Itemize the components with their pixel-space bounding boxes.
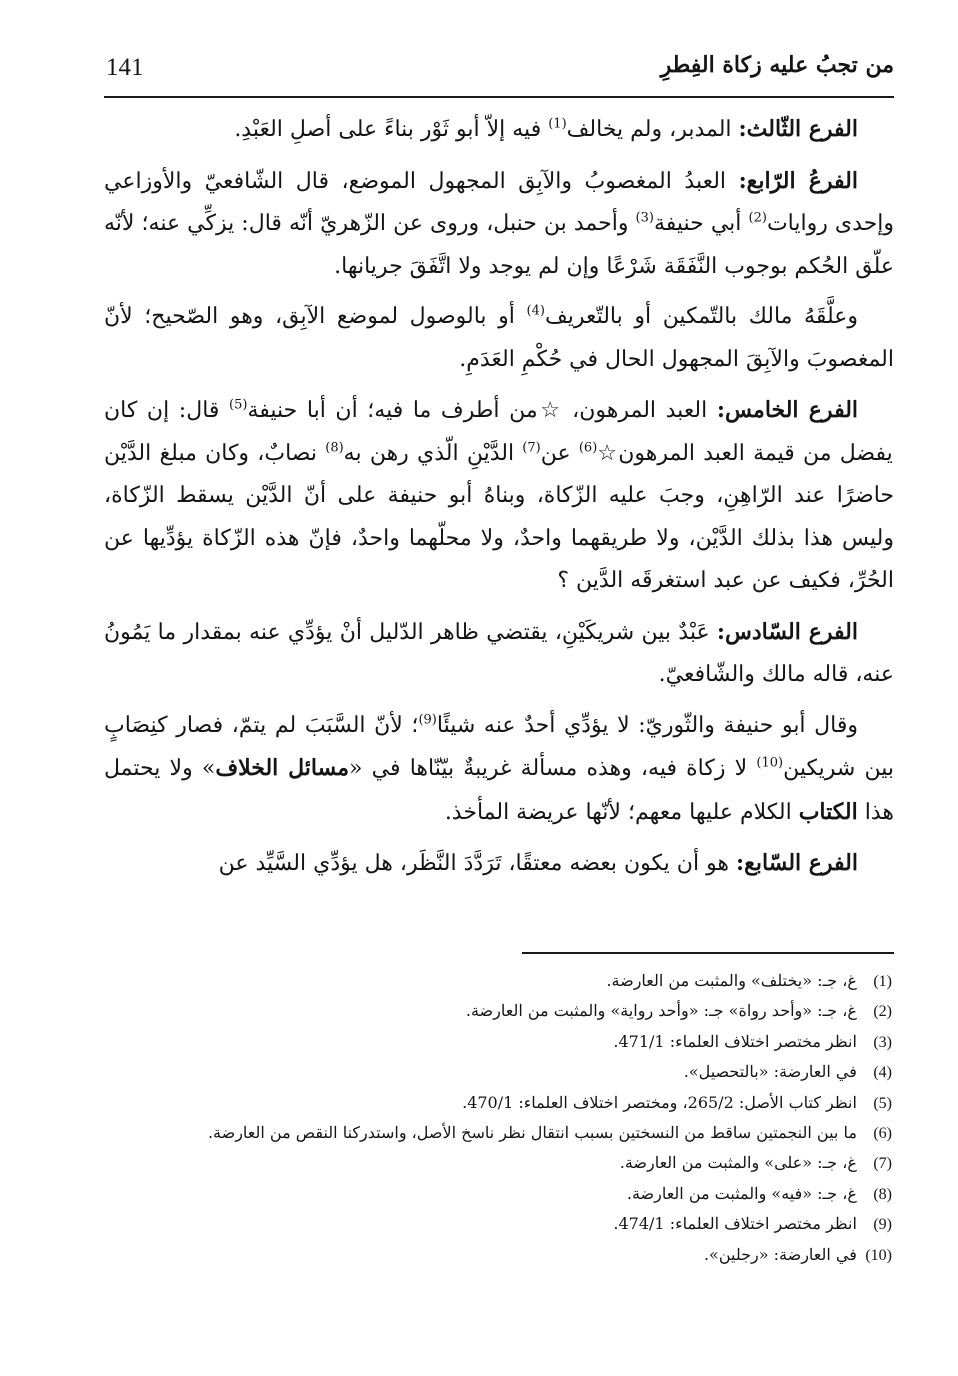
footnote-ref: (2) (748, 210, 767, 226)
footnote-ref: (7) (522, 440, 541, 456)
footnote-item: (4) في العارضة: «بالتحصيل». (683, 1062, 892, 1082)
footnote-ref: (6) (578, 440, 598, 456)
footnote-ref: (8) (325, 440, 344, 456)
footnote-item: (3) انظر مختصر اختلاف العلماء: 471/1. (613, 1031, 892, 1051)
footnote-ref: (4) (526, 303, 545, 319)
page-number: 141 (106, 54, 144, 81)
paragraph-branch-5: الفرع الخامس: العبد المرهون، ☆من أطرف ما فيه؛ أن أبا حنيفة$^{(5)}$ قال: إن كان يفضل من قيمة العبد المرهون☆$^{(6)}$ عن$^{(7)}$ الدَّيْنِ الّذي رهن به$^{(8)}$ نصابٌ، وكان مبلغ الدَّيْن حاضرًا عند الرّاهِنِ، وجبَ عليه الزّكاة، وبناهُ أبو حنيفة على أنّ الدَّيْن يسقط الزّكاة، وليس هذا بذلك الدَّيْن، ولا طريقهما واحدٌ، ولا محلّهما واحدٌ، فإنّ هذه الزّكاة يؤدِّيها عن الحُرِّ، فكيف عن عبد استغرقَه الدَّين ؟ (104, 397, 894, 593)
footnote-item: (5) انظر كتاب الأصل: 265/2، ومختصر اختلاف العلماء: 470/1. (462, 1092, 892, 1112)
footnote-item: (7) غ، جـ: «على» والمثبت من العارضة. (619, 1153, 892, 1173)
branch-heading: الفرع الثّالث: (738, 116, 858, 142)
footnote-ref: (1) (548, 116, 567, 132)
footnote-item: (8) غ، جـ: «فيه» والمثبت من العارضة. (626, 1183, 892, 1203)
page-header (104, 46, 894, 98)
paragraph-malik-opinion: وعلَّقَهُ مالك بالتّمكين أو بالتّعريف$^{(4)}$ أو بالوصول لموضع الآبِق، وهو الصّحيح؛ لأنّ المغصوبَ والآبِقَ المجهول الحال في حُكْمِ العَدَمِ. (104, 303, 894, 372)
footnote-ref: (9) (418, 712, 437, 728)
paragraph-branch-4: الفرعُ الرّابع: العبدُ المغصوبُ والآبِق المجهول الموضع، قال الشّافعيّ والأوزاعي وإحدى روايات$^{(2)}$ أبي حنيفة$^{(3)}$ وأحمد بن حنبل، وروى عن الزّهريّ أنّه قال: يزكِّي عنه؛ لأنّه علّق الحُكم بوجوب النَّفَقَة شَرْعًا وإن لم يوجد ولا اتَّفَقَ جريانها. (104, 167, 895, 279)
branch-heading: الفرعُ الرّابع: (738, 167, 859, 194)
footnote-item: (1) غ، جـ: «يختلف» والمثبت من العارضة. (606, 971, 892, 990)
branch-heading: الفرع السّابع: (736, 850, 858, 876)
footnote-item: (6) ما بين النجمتين ساقط من النسختين بسبب انتقال نظر ناسخ الأصل، واستدركنا النقص من العارضة. (207, 1122, 892, 1142)
paragraph-branch-3: الفرع الثّالث: المدبر، ولم يخالف$^{(1)}$ فيه إلاّ أبو ثَوْر بناءً على أصلِ العَبْدِ. (234, 116, 858, 142)
footnote-item: (2) غ، جـ: «وأحد رواة» جـ: «وأحد رواية» والمثبت من العارضة. (465, 1001, 892, 1021)
main-text (104, 108, 894, 890)
book-word: الكتاب (798, 798, 858, 825)
footnote-ref: (3) (635, 210, 654, 226)
footnote-item: (10) في العارضة: «رجلين». (703, 1244, 892, 1264)
footnote-ref: (5) (229, 397, 248, 413)
paragraph-branch-7: الفرع السّابع: هو أن يكون بعضه معتقًا، تَرَدَّدَ النَّظَر، هل يؤدِّي السَّيِّد عن (218, 850, 858, 876)
paragraph-branch-6: الفرع السّادس: عَبْدٌ بين شريكَيْنِ، يقتضي ظاهر الدّليل أنْ يؤدِّي عنه بمقدار ما يَمُونُ عنه، قاله مالك والشّافعيّ. (104, 618, 894, 687)
paragraph-abu-hanifa-opinion: وقال أبو حنيفة والثّوريّ: لا يؤدِّي أحدٌ عنه شيئًا$^{(9)}$؛ لأنّ السَّبَبَ لم يتمّ، فصار كنِصَابٍ بين شريكين$^{(10)}$ لا زكاة فيه، وهذه مسألة غريبةٌ بيّنّاها في «مسائل الخلاف» ولا يحتمل هذا الكتاب الكلام عليها معهم؛ لأنّها عريضة المأخذ. (104, 712, 894, 825)
footnote-item: (9) انظر مختصر اختلاف العلماء: 474/1. (613, 1214, 892, 1234)
branch-heading: الفرع السّادس: (716, 618, 858, 645)
running-title: من تجبُ عليه زكاة الفِطرِ (660, 52, 894, 78)
footnote-separator (522, 952, 894, 954)
branch-heading: الفرع الخامس: (716, 397, 859, 423)
footnotes-list (104, 966, 892, 1270)
footnote-ref: (10) (756, 755, 784, 771)
book-title: مسائل الخلاف (215, 755, 350, 781)
